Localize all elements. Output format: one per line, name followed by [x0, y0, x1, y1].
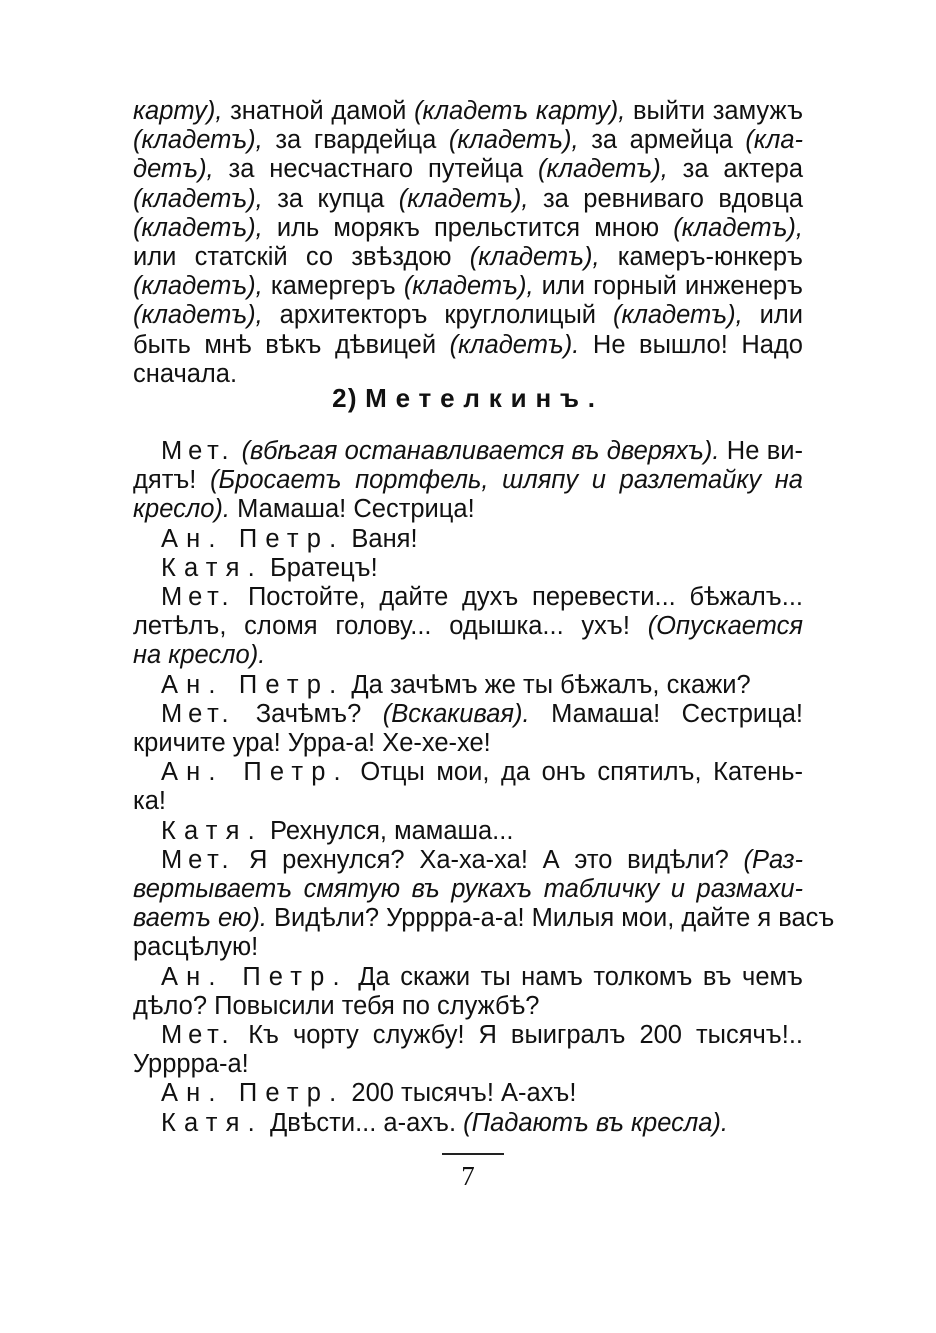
dialogue-line: Ан. Петр. Да скажи ты намъ толкомъ въ чемъ — [161, 962, 803, 991]
speaker-name: Катя. — [161, 553, 263, 582]
dialogue-line: Мет. Зачѣмъ? (Вскакивая). Мамаша! Сестрица! — [161, 699, 804, 728]
section-heading — [0, 383, 936, 413]
speaker-name: Мет. — [161, 583, 235, 612]
text-line: быть мнѣ вѣкъ дѣвицей (кладетъ). Не вышло! Надо — [133, 330, 803, 359]
text-line: сначала. — [133, 359, 238, 388]
dialogue-line: дѣло? Повысили тебя по службѣ? — [133, 991, 540, 1020]
speaker-name: Ан. Петр. — [161, 758, 349, 787]
speaker-name: Мет. — [161, 845, 235, 874]
dialogue-line: Ан. Петр. Да зачѣмъ же ты бѣжалъ, скажи? — [161, 670, 751, 699]
dialogue-line: вертываетъ смятую въ рукахъ табличку и размахи- — [133, 875, 803, 904]
dialogue-line: Ан. Петр. Отцы мои, да онъ спятилъ, Катень- — [161, 758, 804, 787]
text-line: карту), знатной дамой (кладетъ карту), выйти замужъ — [133, 97, 804, 125]
dialogue-line: дятъ! (Бросаетъ портфель, шляпу и разлетайку на — [133, 466, 803, 495]
dialogue-line: Урррра-а! — [133, 1050, 249, 1079]
speaker-name: Ан. Петр. — [161, 524, 345, 553]
intro-paragraph — [133, 97, 803, 389]
dialogue-line: Катя. Двѣсти... а-ахъ. (Падаютъ въ кресла). — [161, 1108, 729, 1137]
text-line: детъ), за несчастнаго путейца (кладетъ), за актера — [133, 155, 803, 184]
dialogue-line: летѣлъ, сломя голову... одышка... ухъ! (Опускается — [133, 612, 803, 641]
dialogue-line: Мет. (вбѣгая останавливается въ дверяхъ). Не ви- — [161, 437, 803, 465]
text-line: (кладетъ), иль морякъ прельстится мною (кладетъ), — [133, 213, 803, 242]
dialogue-line: Катя. Братецъ! — [161, 553, 378, 582]
section-number: 2) — [332, 383, 358, 413]
section-title: Метелкинъ. — [365, 383, 604, 413]
dialogue-line: ваетъ ею). Видѣли? Урррра-а-а! Милыя мои, дайте я васъ — [133, 904, 835, 933]
speaker-name: Катя. — [161, 1108, 263, 1137]
dialogue-line: Катя. Рехнулся, мамаша... — [161, 816, 514, 845]
dialogue-line: Ан. Петр. 200 тысячъ! А-ахъ! — [161, 1079, 577, 1108]
text-line: (кладетъ), камергеръ (кладетъ), или горный инженеръ — [133, 272, 803, 301]
speaker-name: Мет. — [161, 699, 235, 728]
dialogue-line: ка! — [133, 787, 166, 816]
speaker-name: Мет. — [161, 437, 235, 465]
text-line: или статскій со звѣздою (кладетъ), камеръ-юнкеръ — [133, 243, 803, 272]
dialogue-line: Ан. Петр. Ваня! — [161, 524, 418, 553]
speaker-name: Ан. Петр. — [161, 962, 348, 991]
dialogue-line: кресло). Мамаша! Сестрица! — [133, 495, 475, 524]
dialogue-line: расцѣлую! — [133, 933, 259, 962]
speaker-name: Ан. Петр. — [161, 670, 345, 699]
speaker-name: Мет. — [161, 1021, 235, 1050]
dialogue-line: на кресло). — [133, 641, 266, 670]
dialogue-line: кричите ура! Урра-а! Хе-хе-хе! — [133, 729, 491, 758]
speaker-name: Катя. — [161, 816, 263, 845]
dialogue-line: Мет. Къ чорту службу! Я выигралъ 200 тысячъ!.. — [161, 1021, 803, 1050]
dialogue — [133, 437, 835, 1138]
dialogue-line: Мет. Постойте, дайте духъ перевести... бѣжалъ... — [161, 583, 803, 612]
text-line: (кладетъ), за гвардейца (кладетъ), за армейца (кла- — [133, 126, 803, 155]
text-line: (кладетъ), за купца (кладетъ), за ревниваго вдовца — [133, 184, 803, 213]
text-line: (кладетъ), архитекторъ круглолицый (кладетъ), или — [133, 301, 803, 330]
page-number: 7 — [461, 1161, 475, 1191]
footer-rule — [442, 1153, 504, 1155]
dialogue-line: Мет. Я рехнулся? Ха-ха-ха! А это видѣли? (Раз- — [161, 845, 803, 874]
speaker-name: Ан. Петр. — [161, 1079, 345, 1108]
